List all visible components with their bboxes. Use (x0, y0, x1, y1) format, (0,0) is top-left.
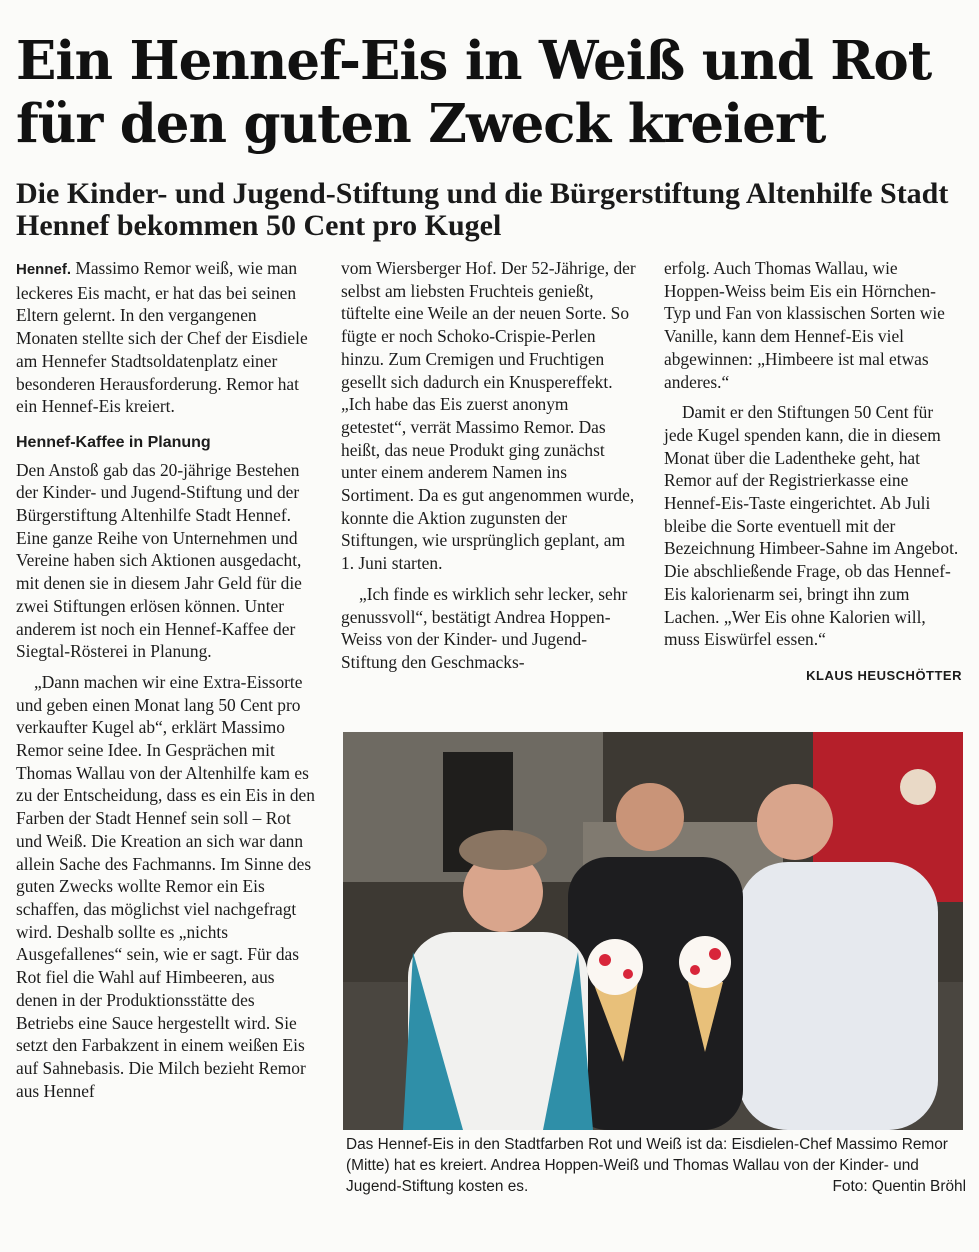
paragraph-3-part-1: „Ich finde es wirklich sehr lecker, sehr genussvoll“, bestätigt Andrea Hoppen-Weiss von der Kinder- und Jugend-Stiftung den Geschmacks- (341, 583, 628, 672)
raspberry-sauce-left-2 (623, 969, 633, 979)
photo-credit: Foto: Quentin Bröhl (832, 1178, 966, 1195)
text-column-3 (664, 257, 962, 688)
lead-paragraph (16, 257, 316, 418)
paragraph-1: Den Anstoß gab das 20-jährige Bestehen der Kinder- und Jugend-Stiftung und der Bürgerstiftung Altenhilfe Stadt Hennef. Eine ganze Reihe von Unternehmen und Vereine haben sich Aktionen ausgedacht, mit denen sie in diesem Jahr Geld für die zwei Stiftungen erlösen können. Unter anderem ist noch ein Hennef-Kaffee der Siegtal-Rösterei in Planung. (16, 459, 302, 662)
photo-illustration (343, 732, 963, 1130)
photo-caption (346, 1134, 966, 1197)
text-column-2 (341, 257, 636, 674)
raspberry-sauce-left-1 (599, 954, 611, 966)
author-byline: KLAUS HEUSCHÖTTER (806, 667, 962, 683)
ice-cream-scoop-left (587, 939, 643, 995)
person-right-head (757, 784, 833, 860)
paragraph-2-part-2: vom Wiersberger Hof. Der 52-Jährige, der selbst am liebsten Fruchteis genießt, tüftelte eine Weile an der neuen Sorte. So fügte er noch Schoko-Crispie-Perlen hinzu. Zum Cremigen und Fruchtigen gesellt sich dadurch ein Knusperеffekt. „Ich habe das Eis zuerst anonym getestet“, verrät Massimo Remor. Das heißt, das neue Produkt ging zunächst unter einem anderem Namen ins Sortiment. Da es gut angenommen wurde, konnte die Aktion zugunsten der Stiftungen, wie ursprünglich geplant, am 1. Juni starten. (341, 258, 636, 574)
text-column-1 (16, 257, 316, 1102)
lead-text: Massimo Remor weiß, wie man leckeres Eis macht, er hat das bei seinen Eltern gelernt. In den vergangenen Monaten stellte sich der Chef der Eisdiele am Hennefer Stadtsoldatenplatz einer besonderen Herausforderung. Remor hat ein Hennef-Eis kreiert. (16, 258, 308, 417)
paragraph-4: Damit er den Stiftungen 50 Cent für jede Kugel spenden kann, die in diesem Monat über die Ladentheke geht, hat Remor auf der Registrierkasse eine Hennef-Eis-Taste eingerichtet. Ab Juli bleibe die Sorte eventuell mit der Bezeichnung Himbeer-Sahne im Angebot. Die abschließende Frage, ob das Hennef-Eis kalorienarm sei, bringt ihn zum Lachen. „Wer Eis ohne Kalorien will, muss Eiswürfel essen.“ (664, 402, 959, 650)
person-left-hair (459, 830, 547, 870)
paragraph-3-part-2: erfolg. Auch Thomas Wallau, wie Hoppen-Weiss beim Eis ein Hörnchen-Typ und Fan von klassischen Sorten wie Vanille, kann dem Hennef-Eis viel abgewinnen: „Himbeere ist mal etwas anderes.“ (664, 258, 945, 392)
section-subheading: Hennef-Kaffee in Planung (16, 433, 211, 451)
caption-text: Das Hennef-Eis in den Stadtfarben Rot und Weiß ist da: Eisdielen-Chef Massimo Remor (Mitte) hat es kreiert. Andrea Hoppen-Weiß und Thomas Wallau von der Kinder- und Jugend-Stiftung kosten es. (346, 1136, 948, 1195)
article-subheadline: Die Kinder- und Jugend-Stiftung und die Bürgerstiftung Altenhilfe Stadt Hennef bekommen 50 Cent pro Kugel (16, 177, 949, 242)
person-middle-head (616, 783, 684, 851)
person-right-shirt (738, 862, 938, 1130)
article-headline: Ein Hennef-Eis in Weiß und Rot für den guten Zweck kreiert (16, 30, 932, 155)
logo-circle (900, 769, 936, 805)
ice-cream-scoop-right (679, 936, 731, 988)
paragraph-2-part-1: „Dann machen wir eine Extra-Eissorte und geben einen Monat lang 50 Cent pro verkaufter Kugel ab“, erklärt Massimo Remor seine Idee. In Gesprächen mit Thomas Wallau von der Altenhilfe kam es zu der Entscheidung, dass es ein Eis in den Farben der Stadt Hennef sein soll – Rot und Weiß. Die Kreation an sich war dann allein Sache des Fachmanns. Im Sinne des guten Zwecks wollte Remor ein Eis schaffen, das möglichst viel nachgefragt wird. Deshalb sollte es „nichts Ausgefallenes“ sein, wie er sagt. Für das Rot fiel die Wahl auf Himbeeren, aus denen in der Produktionsstätte des Betriebs eine Sauce hergestellt wird. Sie setzt den Farbakzent in einem weißen Eis auf Sahnebasis. Die Milch bezieht Remor aus Hennef (16, 671, 315, 1101)
raspberry-sauce-right-2 (690, 965, 700, 975)
raspberry-sauce-right-1 (709, 948, 721, 960)
dateline: Hennef. (16, 261, 72, 278)
article-photo (343, 732, 963, 1130)
